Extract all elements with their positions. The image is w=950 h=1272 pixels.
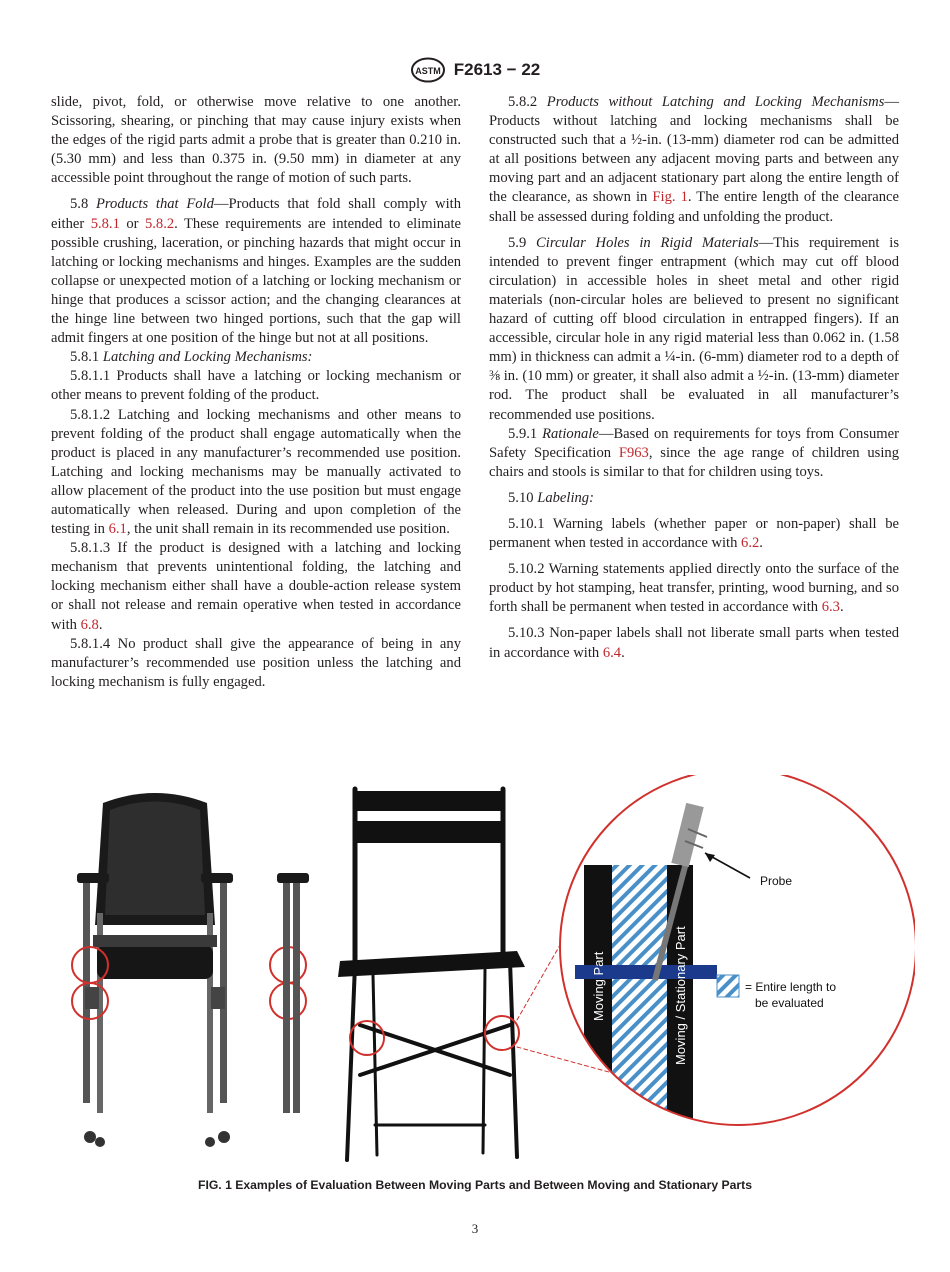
- ref-6-2-link[interactable]: 6.2: [741, 535, 760, 552]
- ref-6-4-link[interactable]: 6.4: [602, 644, 622, 661]
- ref-5-8-1-link[interactable]: 5.8.1: [90, 215, 120, 232]
- section-5-8-1-1: 5.8.1.1 Products shall have a latching or locking mechanism or other means to prevent folding of the product.: [51, 368, 461, 404]
- legend-line-2: be evaluated: [755, 996, 824, 1010]
- stationary-part-label: Moving / Stationary Part: [673, 926, 688, 1065]
- ref-f963-link[interactable]: F963: [618, 444, 649, 461]
- left-column: [51, 93, 461, 692]
- section-5-10-2: 5.10.2 Warning statements applied directly onto the surface of the product by hot stamping, heat transfer, printing, wood burning, and so forth shall be permanent when tested in accordance with 6.3.: [489, 561, 899, 616]
- office-chair-illustration: [72, 793, 309, 1147]
- ref-6-3-link[interactable]: 6.3: [821, 599, 840, 616]
- section-5-8-1-2: 5.8.1.2 Latching and locking mechanisms and other means to prevent folding of the product shall engage automatically when the product is placed in any manufacturer’s recommended use position. Latching and locking mechanisms may be manually activated to allow placement of the product into the use position but must engage automatically when released. During and upon completion of the testing in 6.1, the unit shall remain in its recommended use position.: [51, 406, 461, 538]
- ref-fig-1-link[interactable]: Fig. 1: [652, 189, 688, 206]
- section-5-8: 5.8 Products that Fold—Products that fold shall comply with either 5.8.1 or 5.8.2. These requirements are intended to eliminate possible crushing, laceration, or pinching hazards that might occur in latching or locking mechanisms and hinges. Examples are the sudden collapse or unexpected motion of a latching or locking mechanism or hinge that produces a scissor action; and the changing clearances at the hinge line between two hinged portions, such that the gap will admit fingers at one position of the hinge but not at all positions.: [51, 196, 461, 347]
- figure-1: [55, 775, 915, 1170]
- ref-6-1-link[interactable]: 6.1: [108, 521, 127, 538]
- ref-6-8-link[interactable]: 6.8: [80, 616, 99, 633]
- section-5-9: 5.9 Circular Holes in Rigid Materials—This requirement is intended to prevent finger entrapment (which may cut off blood circulation) in accessible holes in sheet metal and other rigid materials (non-circular holes are believed to present no significant hazard of cutting off blood circulation in entrapped fingers). If an accessible, circular hole in any rigid material less than 0.062 in. (1.58 mm) in thickness can admit a ¼-in. (6-mm) diameter rod to a depth of ⅜ in. (10 mm) or greater, it shall also admit a ½-in. (13-mm) diameter rod. The product shall be evaluated in all manufacturer’s recommended use positions.: [489, 234, 899, 423]
- section-5-9-1: 5.9.1 Rationale—Based on requirements for toys from Consumer Safety Specification F963, since the age range of children using chairs and stools is similar to that for children using toys.: [489, 425, 899, 480]
- paragraph-5-7-continued: slide, pivot, fold, or otherwise move relative to one another. Scissoring, shearing, or pinching that may cause injury exists when the edges of the rigid parts admit a probe that is greater than 0.210 in. (5.30 mm) and less than 0.375 in. (9.50 mm) in diameter at any accessible point throughout the range of motion of such parts.: [51, 94, 461, 187]
- page-number: 3: [471, 1221, 479, 1236]
- section-5-10: 5.10 Labeling:: [508, 489, 594, 506]
- ref-5-8-2-link[interactable]: 5.8.2: [144, 215, 175, 232]
- section-5-8-1-3: 5.8.1.3 If the product is designed with a latching and locking mechanism that prevents unintentional folding, the latching and locking mechanism either shall have a double-action release system or shall not release and remain operative when tested in accordance with 6.8.: [51, 540, 461, 633]
- section-5-8-2: 5.8.2 Products without Latching and Locking Mechanisms—Products without latching and locking mechanisms shall be constructed such that a ½-in. (13-mm) diameter rod can be admitted at all positions between any adjacent moving parts and between any moving part and an adjacent stationary part along the entire length of the clearance, as shown in Fig. 1. The entire length of the clearance shall be assessed during folding and unfolding the product.: [489, 94, 899, 225]
- section-5-10-1: 5.10.1 Warning labels (whether paper or non-paper) shall be permanent when tested in accordance with 6.2.: [489, 515, 899, 552]
- probe-label: Probe: [760, 874, 793, 888]
- page-header: [0, 56, 950, 84]
- section-5-8-1-4: 5.8.1.4 No product shall give the appearance of being in any manufacturer’s recommended use position unless the latching and locking mechanism is fully engaged.: [51, 635, 461, 690]
- astm-logo-icon: [410, 57, 446, 83]
- right-column: [489, 93, 899, 663]
- standard-designation: F2613 − 22: [453, 60, 541, 79]
- svg-text:ASTM: ASTM: [415, 66, 441, 76]
- section-5-8-1: 5.8.1 Latching and Locking Mechanisms:: [70, 349, 313, 366]
- legend-hatch-swatch: [717, 975, 739, 997]
- magnified-detail: [560, 775, 915, 1125]
- section-5-10-3: 5.10.3 Non-paper labels shall not liberate small parts when tested in accordance with 6.4.: [489, 625, 899, 661]
- moving-part-label: Moving Part: [591, 951, 606, 1021]
- legend-line-1: = Entire length to: [745, 980, 837, 994]
- figure-caption: FIG. 1 Examples of Evaluation Between Moving Parts and Between Moving and Stationary Parts: [198, 1178, 752, 1192]
